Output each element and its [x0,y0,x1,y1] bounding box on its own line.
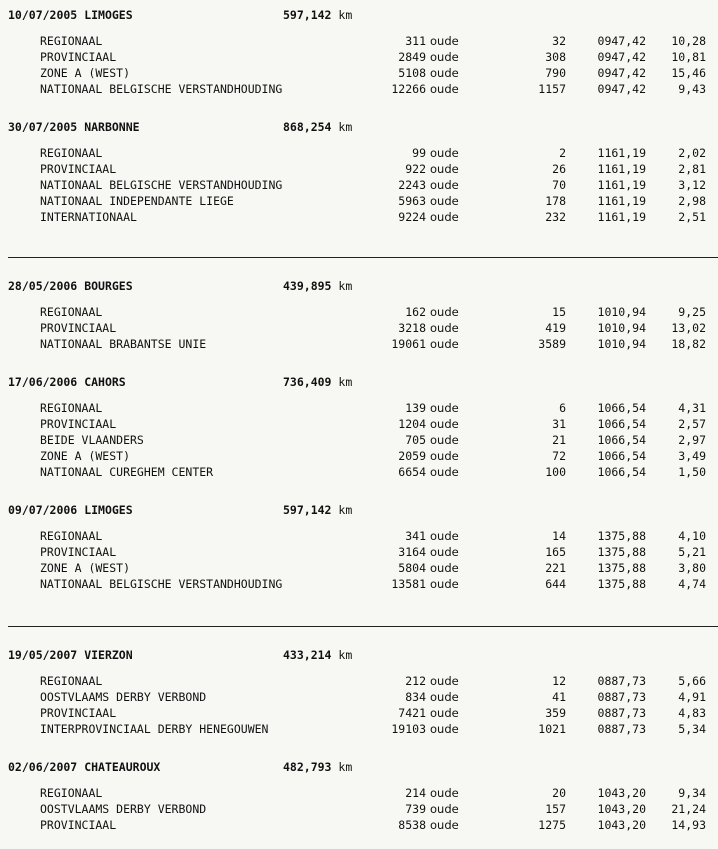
prizes-count: 790 [545,66,566,80]
result-row [0,50,718,66]
race-distance-value: 736,409 [283,375,332,389]
winning-speed: 0947,42 [597,82,646,96]
percentage: 10,28 [671,34,706,48]
age-class-label: oude [430,802,459,816]
prizes-count: 1275 [538,818,566,832]
result-row [0,577,718,593]
entries-count: 922 [405,162,426,176]
age-class-label: oude [430,818,459,832]
age-class-label: oude [430,417,459,431]
winning-speed: 1066,54 [597,433,646,447]
percentage: 3,12 [678,178,706,192]
prizes-count: 32 [552,34,566,48]
race-date: 02/06/2007 [8,760,78,774]
entries-count: 2059 [398,449,426,463]
race-distance [283,120,352,134]
category-name: NATIONAAL BELGISCHE VERSTANDHOUDING [40,82,283,96]
race-distance [283,648,352,662]
category-name: REGIONAAL [40,34,103,48]
race-distance-unit: km [338,8,353,22]
result-row [0,433,718,449]
race-distance [283,503,352,517]
winning-speed: 1010,94 [597,305,646,319]
percentage: 4,10 [678,529,706,543]
age-class-label: oude [430,50,459,64]
race-distance [283,375,352,389]
result-row [0,401,718,417]
winning-speed: 1010,94 [597,321,646,335]
winning-speed: 0887,73 [597,706,646,720]
race-distance-value: 597,142 [283,503,332,517]
category-name: OOSTVLAAMS DERBY VERBOND [40,690,207,704]
race-header [8,120,708,136]
entries-count: 3164 [398,545,426,559]
winning-speed: 1161,19 [597,194,646,208]
age-class-label: oude [430,146,459,160]
prizes-count: 178 [545,194,566,208]
race-date-place [8,760,160,774]
entries-count: 19103 [391,722,426,736]
race-distance [283,760,352,774]
age-class-label: oude [430,577,459,591]
age-class-label: oude [430,433,459,447]
percentage: 3,80 [678,561,706,575]
race-date: 10/07/2005 [8,8,78,22]
category-name: PROVINCIAAL [40,706,117,720]
percentage: 2,51 [678,210,706,224]
category-name: NATIONAAL BRABANTSE UNIE [40,337,207,351]
result-row [0,337,718,353]
entries-count: 139 [405,401,426,415]
category-name: PROVINCIAAL [40,417,117,431]
entries-count: 5108 [398,66,426,80]
entries-count: 705 [405,433,426,447]
entries-count: 834 [405,690,426,704]
race-date-place [8,120,140,134]
category-name: NATIONAAL CUREGHEM CENTER [40,465,214,479]
winning-speed: 0887,73 [597,722,646,736]
race-place: LIMOGES [84,8,133,22]
race-distance-value: 597,142 [283,8,332,22]
race-header [8,375,708,391]
prizes-count: 3589 [538,337,566,351]
percentage: 9,34 [678,786,706,800]
age-class-label: oude [430,194,459,208]
race-distance-unit: km [338,279,353,293]
race-distance-unit: km [338,120,353,134]
winning-speed: 1375,88 [597,529,646,543]
race-place: NARBONNE [84,120,140,134]
season-divider [8,626,718,627]
category-name: ZONE A (WEST) [40,66,131,80]
percentage: 10,81 [671,50,706,64]
winning-speed: 0887,73 [597,674,646,688]
percentage: 1,50 [678,465,706,479]
result-row [0,66,718,82]
category-name: NATIONAAL BELGISCHE VERSTANDHOUDING [40,178,283,192]
age-class-label: oude [430,178,459,192]
race-results [0,786,718,834]
winning-speed: 1375,88 [597,545,646,559]
winning-speed: 1043,20 [597,786,646,800]
entries-count: 19061 [391,337,426,351]
race-date: 17/06/2006 [8,375,78,389]
race-place: CAHORS [84,375,126,389]
entries-count: 99 [412,146,426,160]
race-distance-value: 482,793 [283,760,332,774]
result-row [0,722,718,738]
race-date-place [8,279,133,293]
race-place: VIERZON [84,648,133,662]
prizes-count: 165 [545,545,566,559]
percentage: 18,82 [671,337,706,351]
entries-count: 5804 [398,561,426,575]
prizes-count: 1021 [538,722,566,736]
winning-speed: 0947,42 [597,66,646,80]
entries-count: 9224 [398,210,426,224]
entries-count: 3218 [398,321,426,335]
prizes-count: 15 [552,305,566,319]
race-distance-unit: km [338,503,353,517]
result-row [0,449,718,465]
category-name: INTERNATIONAAL [40,210,137,224]
entries-count: 1204 [398,417,426,431]
category-name: ZONE A (WEST) [40,561,131,575]
category-name: PROVINCIAAL [40,321,117,335]
prizes-count: 12 [552,674,566,688]
result-row [0,545,718,561]
percentage: 4,83 [678,706,706,720]
winning-speed: 1375,88 [597,577,646,591]
winning-speed: 1161,19 [597,146,646,160]
result-row [0,178,718,194]
percentage: 3,49 [678,449,706,463]
entries-count: 311 [405,34,426,48]
category-name: REGIONAAL [40,305,103,319]
age-class-label: oude [430,545,459,559]
age-class-label: oude [430,337,459,351]
result-row [0,802,718,818]
percentage: 2,02 [678,146,706,160]
result-row [0,194,718,210]
percentage: 9,25 [678,305,706,319]
race-place: LIMOGES [84,503,133,517]
race-distance [283,8,352,22]
winning-speed: 1066,54 [597,401,646,415]
result-row [0,674,718,690]
result-row [0,34,718,50]
winning-speed: 1161,19 [597,162,646,176]
entries-count: 2849 [398,50,426,64]
entries-count: 162 [405,305,426,319]
prizes-count: 26 [552,162,566,176]
category-name: INTERPROVINCIAAL DERBY HENEGOUWEN [40,722,269,736]
prizes-count: 221 [545,561,566,575]
age-class-label: oude [430,210,459,224]
category-name: PROVINCIAAL [40,162,117,176]
entries-count: 341 [405,529,426,543]
age-class-label: oude [430,305,459,319]
category-name: NATIONAAL BELGISCHE VERSTANDHOUDING [40,577,283,591]
prizes-count: 157 [545,802,566,816]
race-header [8,760,708,776]
prizes-count: 41 [552,690,566,704]
race-date: 19/05/2007 [8,648,78,662]
category-name: PROVINCIAAL [40,545,117,559]
race-date-place [8,648,133,662]
race-results [0,401,718,481]
race-results [0,34,718,98]
prizes-count: 20 [552,786,566,800]
percentage: 2,98 [678,194,706,208]
entries-count: 2243 [398,178,426,192]
result-row [0,417,718,433]
result-row [0,561,718,577]
percentage: 4,74 [678,577,706,591]
winning-speed: 0947,42 [597,34,646,48]
age-class-label: oude [430,722,459,736]
race-date: 28/05/2006 [8,279,78,293]
race-results [0,674,718,738]
age-class-label: oude [430,706,459,720]
race-results [0,305,718,353]
race-header [8,503,708,519]
entries-count: 13581 [391,577,426,591]
category-name: BEIDE VLAANDERS [40,433,144,447]
category-name: NATIONAAL INDEPENDANTE LIEGE [40,194,234,208]
winning-speed: 0887,73 [597,690,646,704]
entries-count: 7421 [398,706,426,720]
prizes-count: 359 [545,706,566,720]
season-divider [8,257,718,258]
race-date-place [8,375,126,389]
percentage: 4,31 [678,401,706,415]
percentage: 2,97 [678,433,706,447]
prizes-count: 70 [552,178,566,192]
prizes-count: 21 [552,433,566,447]
category-name: REGIONAAL [40,401,103,415]
age-class-label: oude [430,449,459,463]
winning-speed: 1066,54 [597,465,646,479]
category-name: REGIONAAL [40,786,103,800]
race-date: 30/07/2005 [8,120,78,134]
winning-speed: 1161,19 [597,178,646,192]
entries-count: 739 [405,802,426,816]
race-place: BOURGES [84,279,133,293]
result-row [0,818,718,834]
race-place: CHATEAUROUX [84,760,161,774]
race-header [8,8,708,24]
winning-speed: 1066,54 [597,417,646,431]
winning-speed: 1161,19 [597,210,646,224]
result-row [0,465,718,481]
prizes-count: 14 [552,529,566,543]
race-header [8,648,708,664]
prizes-count: 31 [552,417,566,431]
race-results [0,146,718,226]
winning-speed: 1010,94 [597,337,646,351]
entries-count: 12266 [391,82,426,96]
race-distance-unit: km [338,375,353,389]
result-row [0,690,718,706]
age-class-label: oude [430,321,459,335]
percentage: 5,21 [678,545,706,559]
winning-speed: 1043,20 [597,802,646,816]
percentage: 9,43 [678,82,706,96]
percentage: 13,02 [671,321,706,335]
percentage: 15,46 [671,66,706,80]
race-date-place [8,503,133,517]
race-distance-unit: km [338,760,353,774]
age-class-label: oude [430,34,459,48]
result-row [0,305,718,321]
result-row [0,706,718,722]
race-distance [283,279,352,293]
result-row [0,529,718,545]
race-header [8,279,708,295]
prizes-count: 6 [559,401,566,415]
prizes-count: 232 [545,210,566,224]
category-name: REGIONAAL [40,529,103,543]
age-class-label: oude [430,162,459,176]
result-row [0,162,718,178]
entries-count: 212 [405,674,426,688]
percentage: 21,24 [671,802,706,816]
age-class-label: oude [430,690,459,704]
age-class-label: oude [430,561,459,575]
race-distance-unit: km [338,648,353,662]
percentage: 2,81 [678,162,706,176]
category-name: OOSTVLAAMS DERBY VERBOND [40,802,207,816]
race-results [0,529,718,593]
category-name: REGIONAAL [40,674,103,688]
age-class-label: oude [430,465,459,479]
race-date: 09/07/2006 [8,503,78,517]
prizes-count: 644 [545,577,566,591]
prizes-count: 2 [559,146,566,160]
prizes-count: 100 [545,465,566,479]
percentage: 14,93 [671,818,706,832]
result-row [0,321,718,337]
race-distance-value: 868,254 [283,120,332,134]
result-row [0,786,718,802]
prizes-count: 419 [545,321,566,335]
winning-speed: 1066,54 [597,449,646,463]
age-class-label: oude [430,401,459,415]
prizes-count: 1157 [538,82,566,96]
winning-speed: 0947,42 [597,50,646,64]
category-name: ZONE A (WEST) [40,449,131,463]
entries-count: 6654 [398,465,426,479]
category-name: PROVINCIAAL [40,50,117,64]
result-row [0,82,718,98]
age-class-label: oude [430,786,459,800]
race-distance-value: 439,895 [283,279,332,293]
winning-speed: 1375,88 [597,561,646,575]
age-class-label: oude [430,529,459,543]
entries-count: 5963 [398,194,426,208]
percentage: 5,66 [678,674,706,688]
entries-count: 214 [405,786,426,800]
age-class-label: oude [430,66,459,80]
result-row [0,146,718,162]
percentage: 5,34 [678,722,706,736]
winning-speed: 1043,20 [597,818,646,832]
race-distance-value: 433,214 [283,648,332,662]
age-class-label: oude [430,82,459,96]
prizes-count: 308 [545,50,566,64]
race-date-place [8,8,133,22]
prizes-count: 72 [552,449,566,463]
category-name: PROVINCIAAL [40,818,117,832]
age-class-label: oude [430,674,459,688]
result-row [0,210,718,226]
entries-count: 8538 [398,818,426,832]
percentage: 2,57 [678,417,706,431]
percentage: 4,91 [678,690,706,704]
category-name: REGIONAAL [40,146,103,160]
